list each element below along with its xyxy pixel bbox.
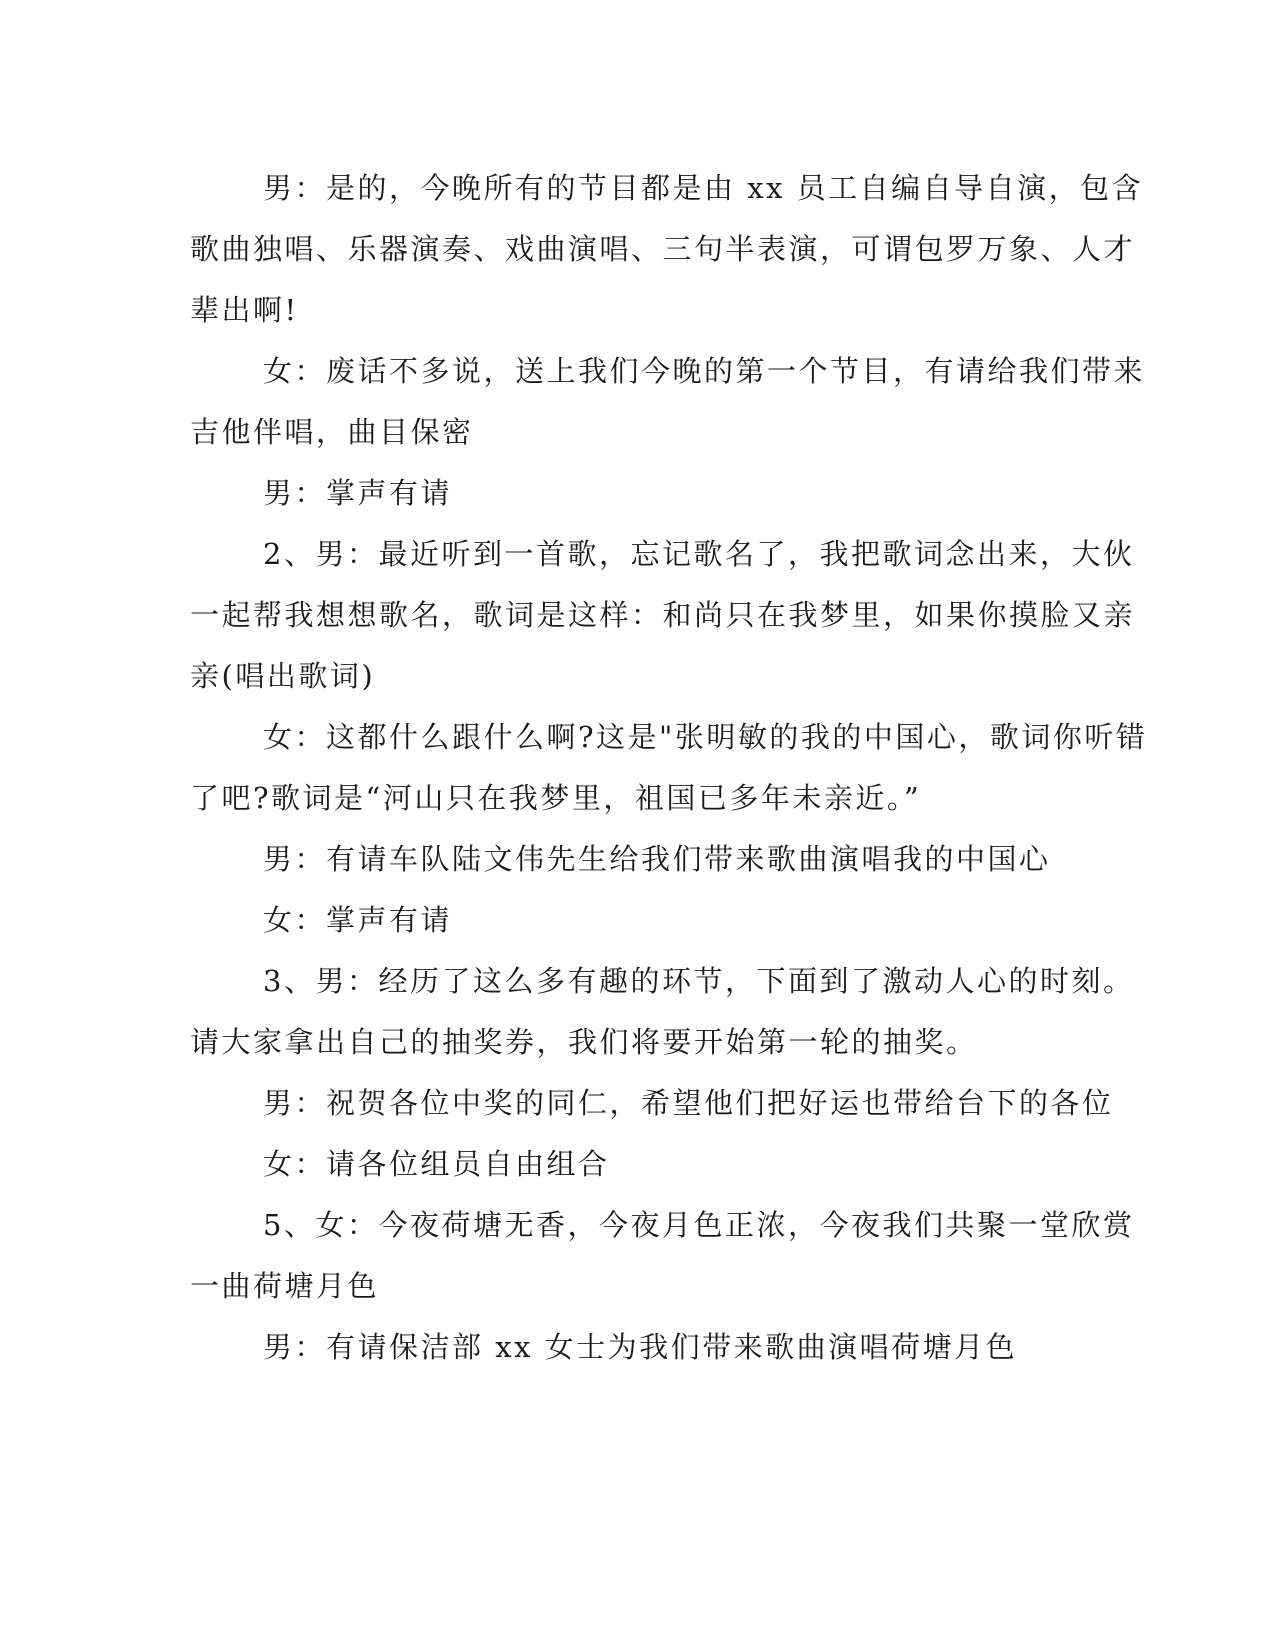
paragraph-line: 请大家拿出自己的抽奖券，我们将要开始第一轮的抽奖。 bbox=[190, 1025, 978, 1059]
paragraph-10 bbox=[190, 1134, 1080, 1195]
paragraph-line: 一起帮我想想歌名，歌词是这样：和尚只在我梦里，如果你摸脸又亲 bbox=[190, 598, 1136, 632]
paragraph-line: 男：有请保洁部 xx 女士为我们带来歌曲演唱荷塘月色 bbox=[263, 1330, 1018, 1364]
paragraph-line: 吉他伴唱，曲目保密 bbox=[190, 415, 474, 449]
paragraph-line: 一曲荷塘月色 bbox=[190, 1269, 380, 1303]
paragraph-8 bbox=[190, 951, 1135, 1073]
paragraph-2 bbox=[190, 341, 1146, 463]
paragraph-line: 女：掌声有请 bbox=[263, 903, 453, 937]
paragraph-5 bbox=[190, 707, 1148, 829]
paragraph-line: 亲(唱出歌词) bbox=[190, 659, 376, 693]
paragraph-line: 2、男：最近听到一首歌，忘记歌名了，我把歌词念出来，大伙 bbox=[263, 537, 1135, 571]
paragraph-line: 辈出啊! bbox=[190, 293, 299, 327]
paragraph-line: 女：这都什么跟什么啊?这是"张明敏的我的中国心，歌词你听错 bbox=[263, 720, 1148, 754]
document-body bbox=[190, 158, 1148, 1378]
paragraph-line: 女：请各位组员自由组合 bbox=[263, 1147, 610, 1181]
paragraph-line: 男：是的，今晚所有的节目都是由 xx 员工自编自导自演，包含 bbox=[263, 171, 1144, 205]
paragraph-11 bbox=[190, 1195, 1135, 1317]
paragraph-4 bbox=[190, 524, 1136, 707]
paragraph-6 bbox=[190, 829, 1080, 890]
paragraph-7 bbox=[190, 890, 1080, 951]
paragraph-line: 男：祝贺各位中奖的同仁，希望他们把好运也带给台下的各位 bbox=[263, 1086, 1114, 1120]
paragraph-line: 3、男：经历了这么多有趣的环节，下面到了激动人心的时刻。 bbox=[263, 964, 1135, 998]
paragraph-3 bbox=[190, 463, 1080, 524]
paragraph-line: 女：废话不多说，送上我们今晚的第一个节目，有请给我们带来 bbox=[263, 354, 1146, 388]
paragraph-line: 5、女：今夜荷塘无香，今夜月色正浓，今夜我们共聚一堂欣赏 bbox=[263, 1208, 1135, 1242]
paragraph-line: 歌曲独唱、乐器演奏、戏曲演唱、三句半表演，可谓包罗万象、人才 bbox=[190, 232, 1136, 266]
paragraph-line: 了吧?歌词是“河山只在我梦里，祖国已多年未亲近。” bbox=[190, 781, 922, 815]
paragraph-1 bbox=[190, 158, 1144, 341]
paragraph-9 bbox=[190, 1073, 1114, 1134]
paragraph-line: 男：有请车队陆文伟先生给我们带来歌曲演唱我的中国心 bbox=[263, 842, 1051, 876]
paragraph-12 bbox=[190, 1317, 1080, 1378]
paragraph-line: 男：掌声有请 bbox=[263, 476, 453, 510]
